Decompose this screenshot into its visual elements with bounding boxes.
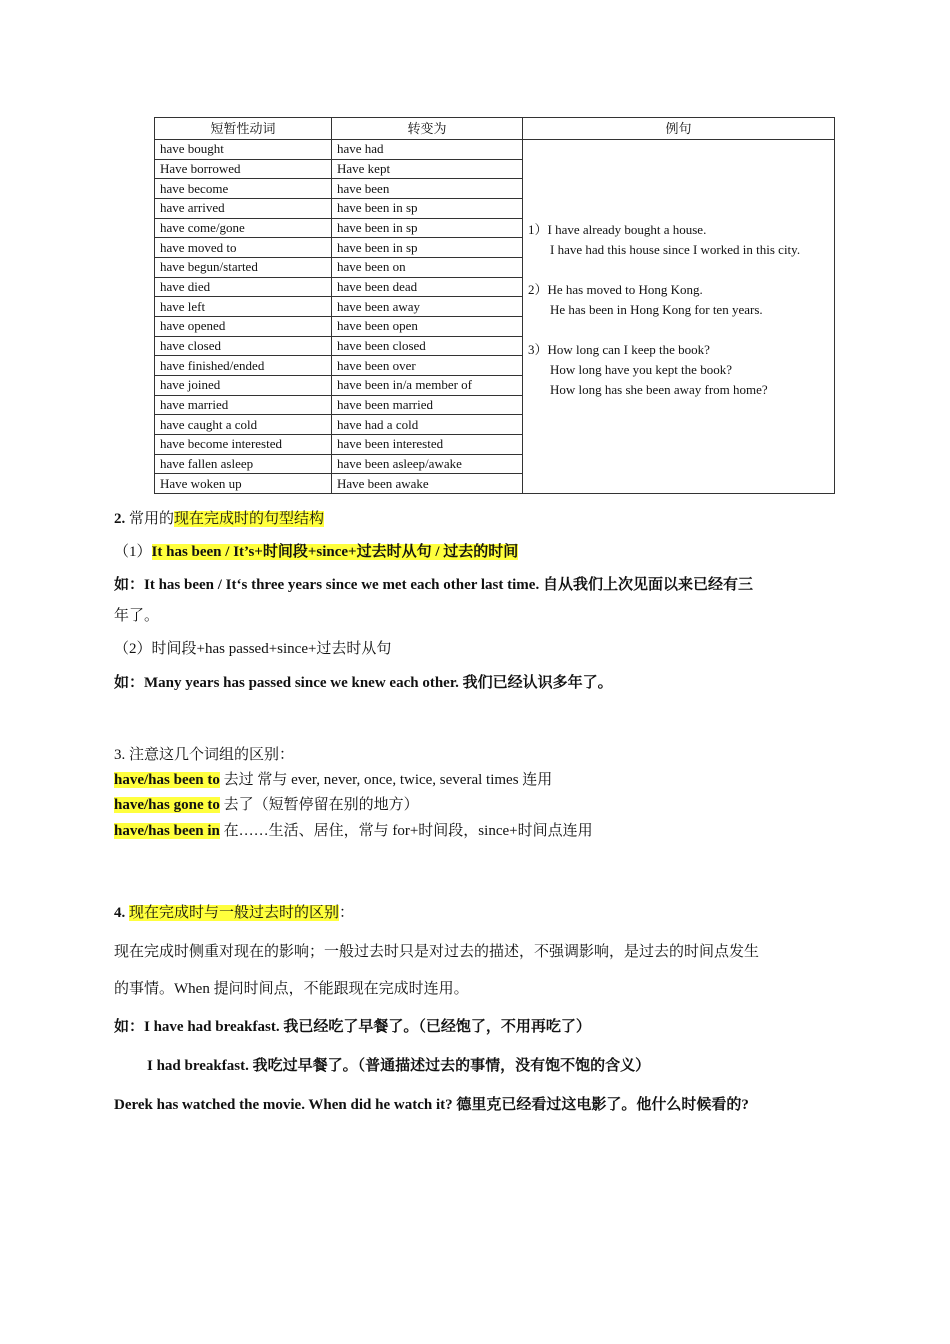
section-2-number: 2. — [114, 511, 126, 527]
converted-cell: have been dead — [332, 277, 523, 297]
short-verb-cell: have joined — [155, 375, 332, 395]
pattern-1-highlight: It has been / It’s+时间段+since+过去时从句 / 过去的时间 — [151, 544, 519, 560]
converted-cell: have been asleep/awake — [332, 454, 523, 474]
short-verb-cell: have closed — [155, 336, 332, 356]
section-3-title: 3. 注意这几个词组的区别： — [114, 747, 295, 763]
short-verb-cell: Have borrowed — [155, 159, 332, 179]
converted-cell: have been interested — [332, 434, 523, 454]
short-verb-cell: have caught a cold — [155, 415, 332, 435]
short-verb-cell: Have woken up — [155, 474, 332, 494]
short-verb-cell: have become — [155, 179, 332, 199]
section-2-title — [114, 508, 324, 530]
converted-cell: Have been awake — [332, 474, 523, 494]
converted-cell: have been — [332, 179, 523, 199]
table-row — [155, 140, 835, 160]
short-verb-cell: have fallen asleep — [155, 454, 332, 474]
pattern-1 — [114, 541, 518, 563]
phrase-been-to-desc: 去过 常与 ever, never, once, twice, several times 连用 — [219, 772, 553, 788]
example-1 — [528, 220, 829, 260]
pattern-1-example-cont: 年了。 — [114, 608, 160, 624]
example-2-line-1: 2）He has moved to Hong Kong. — [528, 282, 703, 297]
converted-cell: have been open — [332, 316, 523, 336]
header-convert: 转变为 — [332, 118, 523, 140]
short-verb-cell: have opened — [155, 316, 332, 336]
example-3 — [528, 340, 829, 400]
converted-cell: have been in sp — [332, 218, 523, 238]
short-verb-cell: have moved to — [155, 238, 332, 258]
header-short-verb: 短暂性动词 — [155, 118, 332, 140]
example-3-line-3: How long has she been away from home? — [550, 382, 768, 397]
converted-cell: have been over — [332, 356, 523, 376]
section-2-highlight: 现在完成时的句型结构 — [174, 511, 325, 527]
section-4-para-1: 现在完成时侧重对现在的影响；一般过去时只是对过去的描述，不强调影响，是过去的时间点发生 — [114, 944, 760, 960]
phrase-row — [114, 820, 593, 842]
phrase-been-in-desc: 在……生活、居住，常与 for+时间段，since+时间点连用 — [219, 823, 593, 839]
example-1-line-2: I have had this house since I worked in this city. — [550, 242, 801, 257]
pattern-2: （2）时间段+has passed+since+过去时从句 — [114, 641, 392, 657]
section-4-highlight: 现在完成时与一般过去时的区别 — [129, 905, 340, 921]
phrase-gone-to-desc: 去了（短暂停留在别的地方） — [219, 797, 419, 813]
section-4-example-3: Derek has watched the movie. When did he watch it? 德里克已经看过这电影了。他什么时候看的? — [114, 1097, 749, 1113]
phrase-been-to: have/has been to — [114, 772, 220, 788]
converted-cell: Have kept — [332, 159, 523, 179]
examples-cell — [523, 140, 835, 494]
verb-conversion-table — [154, 117, 835, 494]
pattern-2-example: 如：Many years has passed since we knew each other. 我们已经认识多年了。 — [114, 675, 613, 691]
converted-cell: have been in sp — [332, 198, 523, 218]
section-4-number: 4. — [114, 905, 126, 921]
header-examples: 例句 — [523, 118, 835, 140]
example-2-line-2: He has been in Hong Kong for ten years. — [550, 302, 763, 317]
converted-cell: have been closed — [332, 336, 523, 356]
section-4-colon: ： — [339, 905, 355, 921]
example-3-line-1: 3）How long can I keep the book? — [528, 342, 710, 357]
section-4-example-1: 如：I have had breakfast. 我已经吃了早餐了。（已经饱了，不用再吃了） — [114, 1019, 591, 1035]
converted-cell: have been on — [332, 257, 523, 277]
phrase-been-in: have/has been in — [114, 823, 220, 839]
example-2 — [528, 280, 829, 320]
short-verb-cell: have left — [155, 297, 332, 317]
section-4-title — [114, 902, 354, 924]
converted-cell: have been in/a member of — [332, 375, 523, 395]
converted-cell: have had a cold — [332, 415, 523, 435]
section-4-example-2: I had breakfast. 我吃过早餐了。（普通描述过去的事情，没有饱不饱的含义） — [147, 1058, 651, 1074]
short-verb-cell: have married — [155, 395, 332, 415]
short-verb-cell: have died — [155, 277, 332, 297]
pattern-1-example: 如：It has been / It‘s three years since we met each other last time. 自从我们上次见面以来已经有三 — [114, 577, 753, 593]
converted-cell: have had — [332, 140, 523, 160]
phrase-row — [114, 794, 419, 816]
short-verb-cell: have become interested — [155, 434, 332, 454]
short-verb-cell: have finished/ended — [155, 356, 332, 376]
section-4-para-2: 的事情。When 提问时间点，不能跟现在完成时连用。 — [114, 981, 469, 997]
phrase-row — [114, 769, 552, 791]
short-verb-cell: have arrived — [155, 198, 332, 218]
table-header-row — [155, 118, 835, 140]
example-1-line-1: 1）I have already bought a house. — [528, 222, 707, 237]
short-verb-cell: have bought — [155, 140, 332, 160]
section-2-prefix: 常用的 — [129, 511, 175, 527]
converted-cell: have been married — [332, 395, 523, 415]
short-verb-cell: have begun/started — [155, 257, 332, 277]
converted-cell: have been in sp — [332, 238, 523, 258]
example-3-line-2: How long have you kept the book? — [550, 362, 732, 377]
pattern-1-label: （1） — [114, 544, 152, 560]
phrase-gone-to: have/has gone to — [114, 797, 220, 813]
converted-cell: have been away — [332, 297, 523, 317]
short-verb-cell: have come/gone — [155, 218, 332, 238]
